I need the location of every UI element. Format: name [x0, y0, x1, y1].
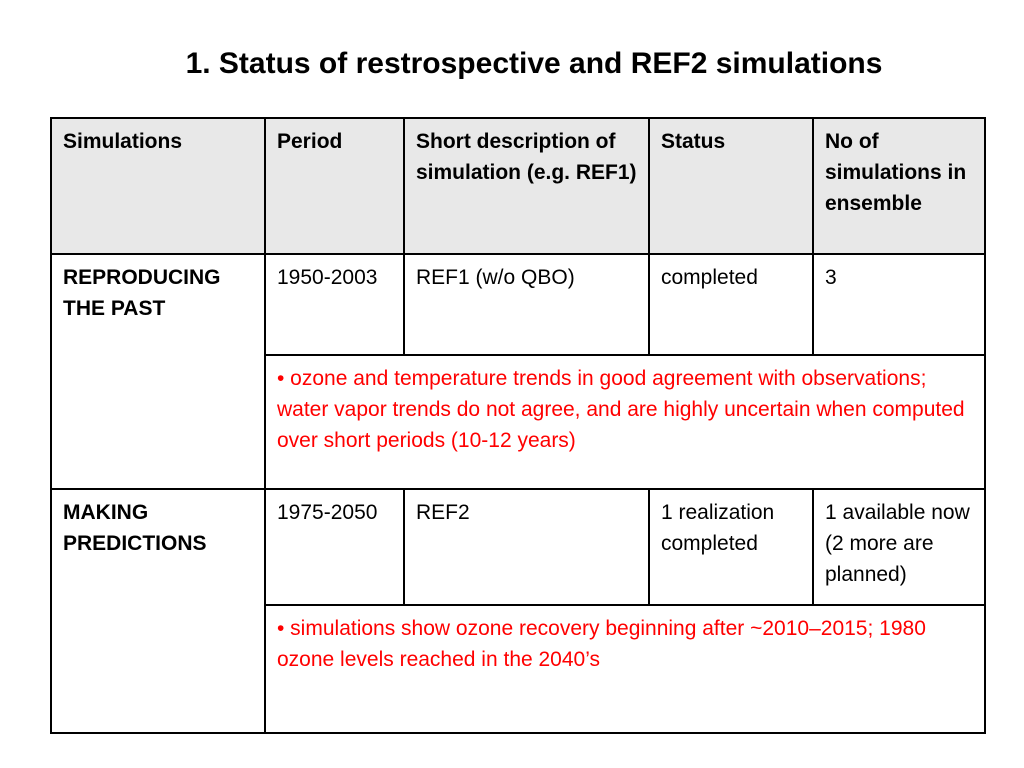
group-label-reproducing-the-past: REPRODUCING THE PAST [51, 254, 265, 489]
status-cell: completed [649, 254, 813, 355]
simulation-status-table [50, 117, 986, 734]
table-row [51, 254, 985, 355]
header-short-description: Short description of simulation (e.g. REF1) [404, 118, 649, 254]
period-cell: 1950-2003 [265, 254, 404, 355]
header-no-of-simulations: No of simulations in ensemble [813, 118, 985, 254]
slide-title: 1. Status of restrospective and REF2 simulations [185, 47, 883, 80]
description-cell: REF2 [404, 489, 649, 605]
table-header-row [51, 118, 985, 254]
header-status: Status [649, 118, 813, 254]
findings-note: • ozone and temperature trends in good agreement with observations; water vapor trends do not agree, and are highly uncertain when computed over short periods (10-12 years) [265, 355, 985, 489]
description-cell: REF1 (w/o QBO) [404, 254, 649, 355]
findings-note: • simulations show ozone recovery beginning after ~2010–2015; 1980 ozone levels reached in the 2040’s [265, 605, 985, 733]
group-label-making-predictions: MAKING PREDICTIONS [51, 489, 265, 733]
status-cell: 1 realization completed [649, 489, 813, 605]
header-simulations: Simulations [51, 118, 265, 254]
ensemble-count-cell: 3 [813, 254, 985, 355]
ensemble-count-cell: 1 available now (2 more are planned) [813, 489, 985, 605]
header-period: Period [265, 118, 404, 254]
period-cell: 1975-2050 [265, 489, 404, 605]
table-row [51, 489, 985, 605]
